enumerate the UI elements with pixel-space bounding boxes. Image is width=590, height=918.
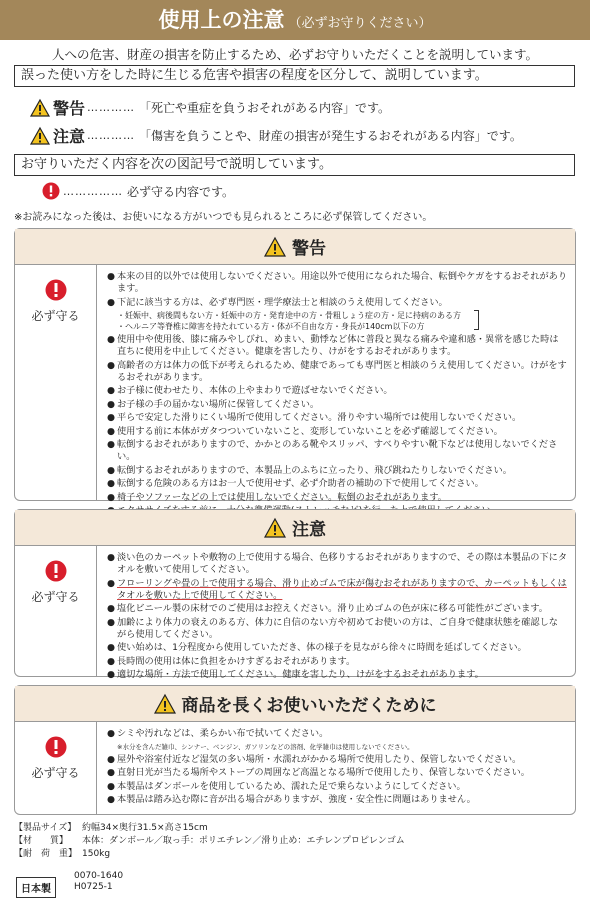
list-item: ● 下記に該当する方は、必ず専門医・理学療法士と相談のうえ使用してください。 [107, 296, 448, 308]
section-heading-symbols: お守りいただく内容を次の図記号で説明しています。 [14, 154, 575, 176]
spec-size: 【製品サイズ】 約幅34×奥行31.5×高さ15cm [14, 823, 208, 833]
must-follow-icon [45, 279, 67, 301]
caution-definition: 「傷害を負うことや、財産の損害が発生するおそれがある内容」です。 [139, 129, 522, 143]
caution-dots: ………… [87, 129, 136, 142]
warning-term: 警告 [53, 99, 86, 118]
warning-panel-title: 警告 [292, 239, 326, 259]
caution-panel [14, 509, 576, 680]
list-item: ● 屋外や浴室付近など湿気の多い場所・水濡れがかかる場所で使用したり、保管しないでください。 [107, 753, 522, 765]
list-item: ● 使い始めは、1分程度から使用していただき、体の様子を見ながら徐々に時間を延ばしてください。 [107, 642, 527, 653]
care-sub-note: ※水分を含んだ雑巾、シンナー、ベンジン、ガソリンなどの溶剤、化学雑巾は使用しないでください。 [117, 742, 414, 751]
must-follow-label: 必ず守る [31, 766, 80, 780]
warning-triangle-icon [30, 99, 50, 117]
must-follow-label: 必ず守る [31, 590, 80, 604]
list-item: ● 直射日光が当たる場所やストーブの周囲など高温となる場所で使用したり、保管しないでください。 [107, 767, 530, 778]
caution-list [103, 546, 575, 689]
caution-panel-left [15, 546, 97, 677]
list-item: ● 本製品はダンボールを使用しているため、濡れた足で乗らないようにしてください。 [107, 780, 466, 792]
origin-badge: 日本製 [16, 877, 56, 898]
list-item: ● 転倒する危険のある方はお一人で使用せず、必ず介助者の補助の下で使用してください。 [107, 478, 484, 489]
list-item: ● 加齢により体力の衰えのある方、体力に自信のない方や初めてお使いの方は、ご自身で健康状態を確認しながら使用してください。 [107, 616, 558, 640]
list-item: ● お子様の手の届かない場所に保管してください。 [107, 398, 320, 410]
list-item: ● 平らで安定した滑りにくい場所で使用してください。滑りやすい場所では使用しないでください。 [107, 412, 522, 423]
list-item: ● 本来の目的以外では使用しないでください。用途以外で使用になられた場合、転倒やケガをするおそれがあります。 [107, 271, 568, 294]
intro-text: 人への危害、財産の損害を防止するため、必ずお守りいただくことを説明しています。 [51, 47, 538, 62]
must-definition: 必ず守る内容です。 [127, 184, 235, 199]
spec-load: 【耐 荷 重】 150kg [14, 849, 111, 859]
list-item: ● 適切な場所・方法で使用してください。健康を害したり、けがをするおそれがあります。 [107, 669, 484, 680]
list-item: ● 塩化ビニール製の床材でのご使用はお控えください。滑り止めゴムの色が床に移る可能性がございます。 [107, 603, 548, 614]
page-title-text: 使用上の注意 [158, 8, 285, 32]
list-item: ● お子様に使わせたり、本体の上やまわりで遊ばせないでください。 [107, 385, 393, 396]
spec-material: 【材 質】 本体：ダンボール／取っ手：ポリエチレン／滑り止め：エチレンプロピレンゴム [14, 836, 405, 846]
list-item: ● 淡い色のカーペットや敷物の上で使用する場合、色移りするおそれがありますので、その際は本製品の下にタオルを敷いて使用してください。 [107, 552, 568, 575]
must-follow-icon [45, 560, 67, 582]
warning-definition: 「死亡や重症を負うおそれがある内容」です。 [139, 101, 391, 115]
list-item: ● 本製品は踏み込む際に音が出る場合がありますが、強度・安全性に問題はありません。 [107, 794, 476, 805]
care-list [103, 722, 575, 814]
list-item: ● 椅子やソファーなどの上では使用しないでください。転倒のおそれがあります。 [107, 491, 447, 503]
care-triangle-icon [154, 694, 176, 714]
must-dots: …………… [63, 184, 123, 198]
caution-term: 注意 [53, 127, 86, 146]
caution-panel-title: 注意 [292, 520, 326, 540]
list-item: ● 転倒するおそれがありますので、かかとのある靴やスリッパ、すべりやすい靴下などは使用しないでください。 [107, 439, 558, 462]
warning-dots: ………… [87, 101, 136, 114]
list-item: ● 使用する前に本体がガタつついていないこと、変形していないことを必ず確認してください。 [107, 425, 503, 437]
care-panel-left [15, 722, 97, 815]
label-code: H0725-1 [74, 882, 113, 892]
list-item: ● 使用中や使用後、膝に痛みやしびれ、めまい、動悸など体に普段と異なる痛みや違和感・異常を感じた時は直ちに使用を中止してください。健康を害したり、けがをするおそれがあります。 [107, 334, 559, 357]
list-item: ● 高齢者の方は体力の低下が考えられるため、健康であっても専門医と相談のうえ使用してください。けがをするおそれがあります。 [107, 359, 567, 383]
care-panel [14, 685, 576, 815]
caution-triangle-icon [30, 127, 50, 145]
warning-list [103, 265, 575, 538]
care-panel-header [15, 686, 575, 722]
list-item: ● 長時間の使用は体に負担をかけすぎるおそれがあります。 [107, 655, 356, 667]
must-definition-row [42, 182, 234, 200]
list-item-highlighted: ● フローリングや畳の上で使用する場合、滑り止めゴムで床が傷むおそれがありますので、カーペットもしくはタオルを敷いた上で使用してください。 [107, 577, 567, 601]
caution-panel-header [15, 510, 575, 546]
must-follow-label: 必ず守る [31, 309, 80, 323]
must-follow-icon [45, 736, 67, 758]
sub-list: ・妊娠中、病後間もない方・妊娠中の方・発育途中の方・骨粗しょう症の方・足に持病のある方 ・ヘルニア等脊椎に障害を持たれている方・体が不自由な方・身長が140cm以下の方 [107, 310, 479, 332]
list-item: ● 転倒するおそれがありますので、本製品上のふちに立ったり、飛び跳ねたりしないでください。 [107, 464, 512, 476]
caution-triangle-icon [264, 518, 286, 538]
warning-panel [14, 228, 576, 501]
care-panel-title: 商品を長くお使いいただくために [181, 696, 437, 716]
warning-panel-header [15, 229, 575, 265]
page-subtitle: （必ずお守りください） [288, 16, 432, 31]
warning-definition-row [30, 96, 390, 119]
product-codes [74, 871, 123, 893]
storage-note: ※お読みになった後は、お使いになる方がいつでも見られるところに必ず保管してください。 [14, 212, 433, 223]
must-follow-icon [42, 182, 60, 200]
section-heading-levels: 誤った使い方をした時に生じる危害や損害の程度を区分して、説明しています。 [14, 65, 575, 87]
page-title [0, 0, 590, 40]
product-code: 0070-1640 [74, 871, 124, 881]
caution-definition-row [30, 124, 522, 147]
warning-triangle-icon [264, 237, 286, 257]
list-item: ● シミや汚れなどは、柔らかい布で拭いてください。 [107, 728, 329, 739]
warning-panel-left [15, 265, 97, 501]
